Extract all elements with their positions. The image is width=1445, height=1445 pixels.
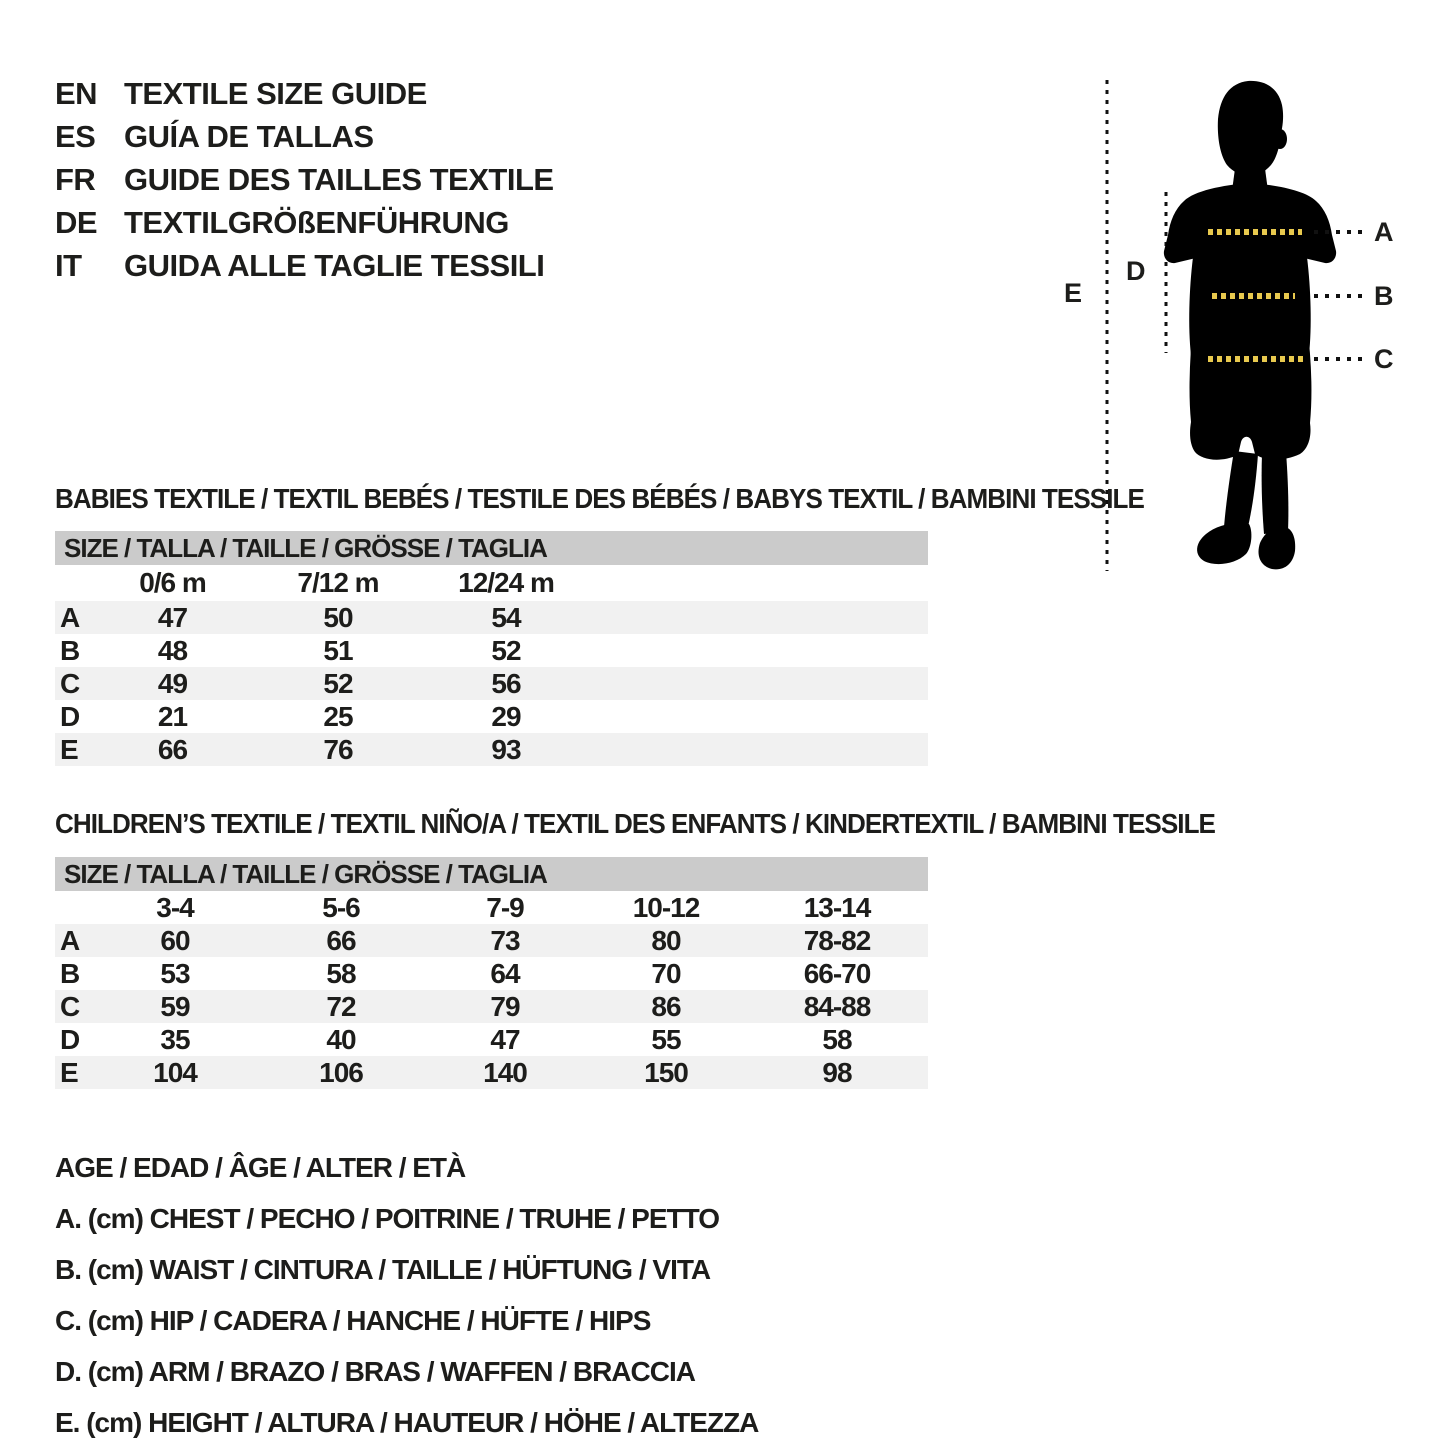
- children-section-title-text: CHILDREN’S TEXTILE / TEXTIL NIÑO/A / TEXTIL DES ENFANTS / KINDERTEXTIL / BAMBINI TESSILE: [55, 808, 1215, 839]
- lang-row-es: [55, 115, 554, 158]
- table-cell: 150: [644, 1056, 688, 1088]
- table-cell: 47: [490, 1023, 520, 1055]
- children-col-header: 7-9: [486, 891, 524, 923]
- table-row-waist: [55, 634, 928, 667]
- table-cell: 66-70: [803, 957, 871, 989]
- table-cell: 70: [651, 957, 681, 989]
- figure-label-height: E: [1064, 278, 1083, 308]
- legend-chest: A. (cm) CHEST / PECHO / POITRINE / TRUHE / PETTO: [55, 1202, 720, 1234]
- legend-age: AGE / EDAD / ÂGE / ALTER / ETÀ: [55, 1151, 466, 1183]
- babies-column-header-row: [55, 565, 928, 601]
- row-label: D: [60, 700, 80, 732]
- table-cell: 35: [160, 1023, 190, 1055]
- row-label: C: [60, 990, 80, 1022]
- table-cell: 55: [651, 1023, 681, 1055]
- table-cell: 40: [326, 1023, 356, 1055]
- guide-title: GUIDE DES TAILLES TEXTILE: [124, 161, 554, 197]
- table-cell: 80: [651, 924, 681, 956]
- table-cell: 98: [822, 1056, 852, 1088]
- table-row-hip: [55, 990, 928, 1023]
- table-cell: 140: [483, 1056, 527, 1088]
- lang-row-fr: [55, 158, 554, 201]
- legend-hip: C. (cm) HIP / CADERA / HANCHE / HÜFTE / HIPS: [55, 1304, 651, 1336]
- lang-code: ES: [55, 118, 96, 154]
- lang-code: EN: [55, 75, 98, 111]
- table-cell: 73: [490, 924, 520, 956]
- table-row-chest: [55, 601, 928, 634]
- table-row-height: [55, 733, 928, 766]
- lang-code: DE: [55, 204, 98, 240]
- children-col-header: 3-4: [156, 891, 194, 923]
- babies-col-header: 12/24 m: [458, 567, 554, 598]
- children-col-header: 5-6: [322, 891, 360, 923]
- children-col-header: 10-12: [632, 891, 700, 923]
- lang-row-it: [55, 244, 554, 287]
- table-cell: 76: [323, 733, 353, 765]
- babies-section-title: [55, 483, 1226, 515]
- figure-label-chest: A: [1374, 217, 1394, 247]
- babies-col-header: 0/6 m: [139, 567, 206, 598]
- table-cell: 66: [326, 924, 356, 956]
- children-column-header-row: [55, 891, 928, 924]
- table-row-chest: [55, 924, 928, 957]
- babies-size-header-bar: [55, 531, 928, 565]
- guide-title: TEXTILGRÖßENFÜHRUNG: [124, 204, 509, 240]
- table-cell: 86: [651, 990, 681, 1022]
- table-cell: 48: [157, 634, 188, 666]
- row-label: D: [60, 1023, 80, 1055]
- table-cell: 49: [157, 667, 188, 699]
- guide-title: GUÍA DE TALLAS: [124, 118, 374, 154]
- table-cell: 52: [491, 634, 521, 666]
- table-cell: 58: [326, 957, 356, 989]
- row-label: B: [60, 634, 80, 666]
- row-label: C: [60, 667, 80, 699]
- children-size-table: [55, 857, 928, 1089]
- lang-row-en: [55, 72, 554, 115]
- babies-col-header: 7/12 m: [297, 567, 379, 598]
- figure-label-waist: B: [1374, 281, 1394, 311]
- table-cell: 79: [490, 990, 520, 1022]
- children-col-header: 13-14: [803, 891, 871, 923]
- table-row-arm: [55, 700, 928, 733]
- table-cell: 21: [157, 700, 188, 732]
- legend-height: E. (cm) HEIGHT / ALTURA / HAUTEUR / HÖHE / ALTEZZA: [55, 1406, 759, 1438]
- table-cell: 29: [491, 700, 521, 732]
- table-cell: 25: [323, 700, 353, 732]
- row-label: E: [60, 1056, 78, 1088]
- measurement-legend: [55, 1142, 758, 1445]
- lang-row-de: [55, 201, 554, 244]
- babies-size-table: [55, 531, 928, 766]
- table-cell: 58: [822, 1023, 852, 1055]
- table-cell: 52: [323, 667, 353, 699]
- table-cell: 56: [491, 667, 521, 699]
- row-label: B: [60, 957, 80, 989]
- table-cell: 72: [326, 990, 356, 1022]
- row-label: A: [60, 601, 80, 633]
- table-row-hip: [55, 667, 928, 700]
- children-size-header-bar: [55, 857, 928, 891]
- table-cell: 64: [490, 957, 520, 989]
- children-section-title: [55, 808, 1302, 840]
- legend-waist: B. (cm) WAIST / CINTURA / TAILLE / HÜFTUNG / VITA: [55, 1253, 711, 1285]
- table-cell: 93: [491, 733, 521, 765]
- figure-label-arm: D: [1126, 256, 1146, 286]
- figure-label-hip: C: [1374, 344, 1394, 374]
- table-row-waist: [55, 957, 928, 990]
- row-label: E: [60, 733, 78, 765]
- table-cell: 47: [157, 601, 188, 633]
- table-cell: 53: [160, 957, 190, 989]
- children-size-header-text: SIZE / TALLA / TAILLE / GRÖSSE / TAGLIA: [64, 858, 547, 889]
- table-cell: 84-88: [803, 990, 871, 1022]
- language-title-block: [55, 72, 554, 287]
- babies-section-title-text: BABIES TEXTILE / TEXTIL BEBÉS / TESTILE DES BÉBÉS / BABYS TEXTIL / BAMBINI TESSILE: [55, 483, 1144, 514]
- table-cell: 78-82: [803, 924, 871, 956]
- guide-title: TEXTILE SIZE GUIDE: [124, 75, 427, 111]
- table-cell: 104: [153, 1056, 197, 1088]
- babies-size-header-text: SIZE / TALLA / TAILLE / GRÖSSE / TAGLIA: [64, 532, 547, 563]
- table-cell: 51: [323, 634, 353, 666]
- lang-code: IT: [55, 247, 82, 283]
- table-cell: 60: [160, 924, 190, 956]
- table-cell: 106: [319, 1056, 363, 1088]
- table-cell: 54: [491, 601, 521, 633]
- row-label: A: [60, 924, 80, 956]
- table-row-height: [55, 1056, 928, 1089]
- legend-arm: D. (cm) ARM / BRAZO / BRAS / WAFFEN / BRACCIA: [55, 1355, 695, 1387]
- table-cell: 50: [323, 601, 353, 633]
- table-row-arm: [55, 1023, 928, 1056]
- table-cell: 66: [157, 733, 188, 765]
- table-cell: 59: [160, 990, 190, 1022]
- guide-title: GUIDA ALLE TAGLIE TESSILI: [124, 247, 545, 283]
- lang-code: FR: [55, 161, 96, 197]
